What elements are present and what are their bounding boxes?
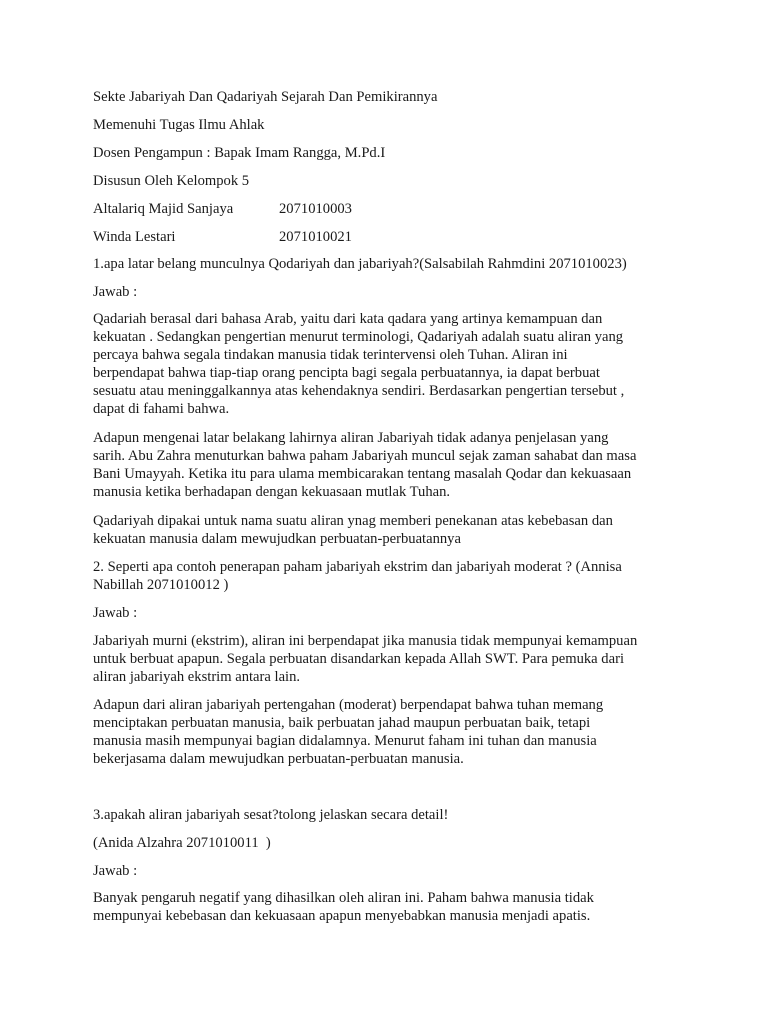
question-2 — [93, 558, 693, 594]
text-line: Jabariyah murni (ekstrim), aliran ini berpendapat jika manusia tidak mempunyai kemampuan — [93, 633, 638, 649]
question-3-author: (Anida Alzahra 2071010011 ) — [93, 835, 271, 851]
text-line: Nabillah 2071010012 ) — [93, 577, 229, 593]
document-title: Sekte Jabariyah Dan Qadariyah Sejarah Dan Pemikirannya — [93, 89, 438, 105]
q1-answer-paragraph-2 — [93, 429, 693, 501]
text-line: bekerjasama dalam mewujudkan perbuatan-perbuatan manusia. — [93, 751, 464, 767]
text-line: Bani Umayyah. Ketika itu para ulama membicarakan tentang masalah Qodar dan kekuasaan — [93, 466, 632, 482]
member-nim: 2071010021 — [279, 229, 352, 245]
answer-label-1: Jawab : — [93, 284, 138, 300]
text-line: kekuatan manusia dalam mewujudkan perbuatan-perbuatannya — [93, 531, 461, 547]
text-line: dapat di fahami bahwa. — [93, 401, 230, 417]
text-line: untuk berbuat apapun. Segala perbuatan disandarkan kepada Allah SWT. Para pemuka dari — [93, 651, 624, 667]
q1-answer-paragraph-1 — [93, 310, 693, 418]
question-1: 1.apa latar belang munculnya Qodariyah dan jabariyah?(Salsabilah Rahmdini 2071010023) — [93, 256, 627, 272]
text-line: Banyak pengaruh negatif yang dihasilkan oleh aliran ini. Paham bahwa manusia tidak — [93, 890, 594, 906]
purpose-line: Memenuhi Tugas Ilmu Ahlak — [93, 117, 265, 133]
text-line: Adapun dari aliran jabariyah pertengahan (moderat) berpendapat bahwa tuhan memang — [93, 697, 604, 713]
text-line: manusia masih mempunyai bagian didalamnya. Menurut faham ini tuhan dan manusia — [93, 733, 597, 749]
text-line: manusia ketika berhadapan dengan kekuasaan mutlak Tuhan. — [93, 484, 451, 500]
text-line: kekuatan . Sedangkan pengertian menurut terminologi, Qadariyah adalah suatu aliran yang — [93, 329, 624, 345]
text-line: berpendapat bahwa tiap-tiap orang pencipta bagi segala perbuatannya, ia dapat berbuat — [93, 365, 600, 381]
group-line: Disusun Oleh Kelompok 5 — [93, 173, 250, 189]
answer-label-2: Jawab : — [93, 605, 138, 621]
text-line: sesuatu atau meninggalkannya atas kehendaknya sendiri. Berdasarkan pengertian tersebut , — [93, 383, 625, 399]
text-line: menciptakan perbuatan manusia, baik perbuatan jahad maupun perbuatan baik, tetapi — [93, 715, 591, 731]
text-line: percaya bahwa segala tindakan manusia tidak terintervensi oleh Tuhan. Aliran ini — [93, 347, 568, 363]
text-line: Adapun mengenai latar belakang lahirnya aliran Jabariyah tidak adanya penjelasan yang — [93, 430, 609, 446]
member-nim: 2071010003 — [279, 201, 352, 217]
question-3: 3.apakah aliran jabariyah sesat?tolong jelaskan secara detail! — [93, 807, 449, 823]
q3-answer-paragraph-1 — [93, 889, 693, 925]
q1-answer-paragraph-3 — [93, 512, 693, 548]
lecturer-line: Dosen Pengampun : Bapak Imam Rangga, M.Pd.I — [93, 145, 386, 161]
member-name: Altalariq Majid Sanjaya — [93, 201, 234, 217]
q2-answer-paragraph-1 — [93, 632, 693, 686]
text-line: aliran jabariyah ekstrim antara lain. — [93, 669, 301, 685]
answer-label-3: Jawab : — [93, 863, 138, 879]
text-line: sarih. Abu Zahra menuturkan bahwa paham Jabariyah muncul sejak zaman sahabat dan masa — [93, 448, 637, 464]
q2-answer-paragraph-2 — [93, 696, 693, 768]
text-line: 2. Seperti apa contoh penerapan paham jabariyah ekstrim dan jabariyah moderat ? (Annisa — [93, 559, 622, 575]
text-line: Qadariyah dipakai untuk nama suatu aliran ynag memberi penekanan atas kebebasan dan — [93, 513, 613, 529]
text-line: mempunyai kebebasan dan kekuasaan apapun menyebabkan manusia menjadi apatis. — [93, 908, 591, 924]
text-line: Qadariah berasal dari bahasa Arab, yaitu dari kata qadara yang artinya kemampuan dan — [93, 311, 603, 327]
member-name: Winda Lestari — [93, 229, 176, 245]
